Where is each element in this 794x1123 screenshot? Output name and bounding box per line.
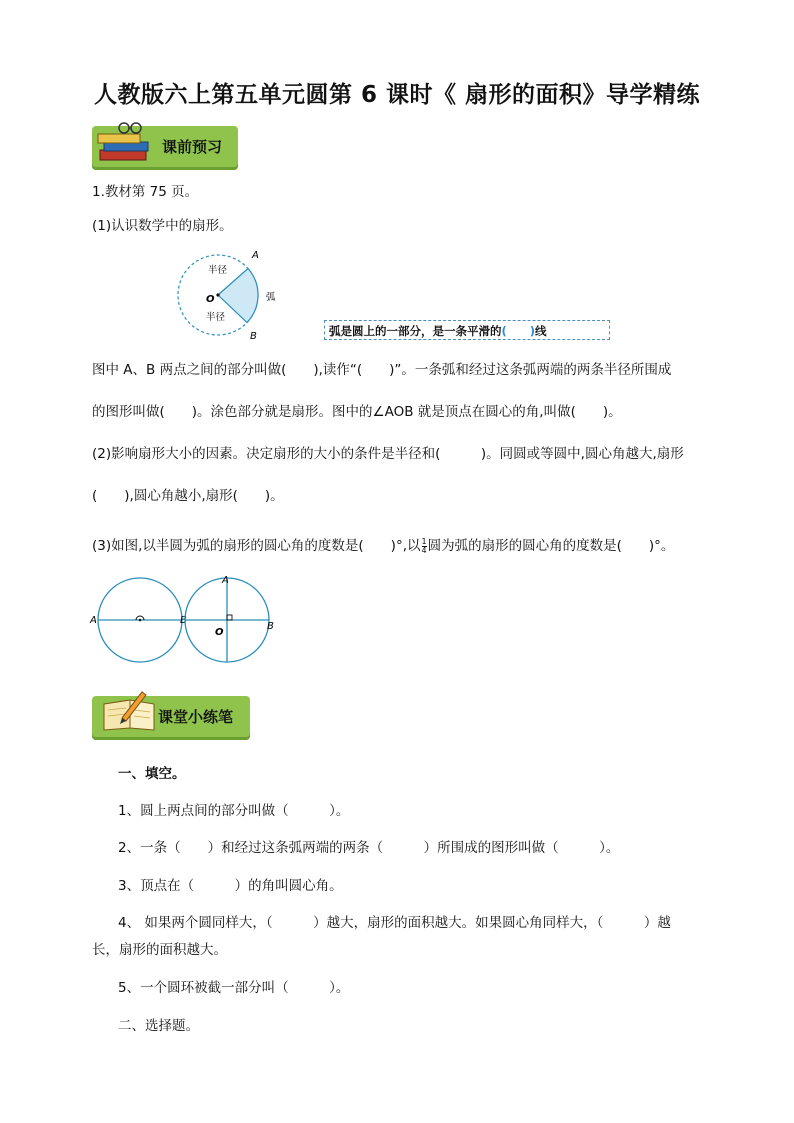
practice-question-1: 1、圆上两点间的部分叫做（ ）。 bbox=[118, 803, 350, 819]
practice-banner-label: 课堂小练笔 bbox=[158, 708, 234, 726]
arc-note-paren: ( ) bbox=[501, 324, 536, 338]
fill-in-section-heading: 一、填空。 bbox=[118, 766, 186, 782]
preview-banner bbox=[92, 126, 238, 170]
preview-paragraph-2: 的图形叫做( )。涂色部分就是扇形。图中的∠AOB 就是顶点在圆心的角,叫做( )。 bbox=[92, 404, 622, 420]
fig1-label-a: A bbox=[252, 250, 259, 261]
fig2-right-label-b: B bbox=[267, 621, 274, 632]
preview-item-1: 1.教材第 75 页。 bbox=[92, 184, 199, 200]
question-3-text-start: (3)如图,以半圆为弧的扇形的圆心角的度数是( )°,以 bbox=[92, 538, 421, 554]
fig1-label-o: O bbox=[206, 294, 215, 305]
circles-figure bbox=[88, 574, 288, 670]
one-quarter-fraction bbox=[422, 538, 427, 555]
arc-note-box bbox=[324, 320, 610, 340]
arc-note-text: 弧是圆上的一部分，是一条平滑的 bbox=[329, 324, 502, 338]
fraction-denominator: 4 bbox=[421, 545, 427, 555]
fig2-left-label-a: A bbox=[90, 615, 97, 626]
preview-question-1: (1)认识数学中的扇形。 bbox=[92, 218, 233, 234]
preview-question-3 bbox=[92, 536, 674, 556]
practice-question-4a: 4、 如果两个圆同样大，（ ）越大，扇形的面积越大。如果圆心角同样大，（ ）越 bbox=[118, 915, 671, 931]
fig1-label-radius-top: 半径 bbox=[208, 265, 228, 276]
practice-question-2: 2、一条（ ）和经过这条弧两端的两条（ ）所围成的图形叫做（ ）。 bbox=[118, 840, 620, 856]
fig1-label-radius-bottom: 半径 bbox=[206, 312, 226, 323]
preview-question-2a: (2)影响扇形大小的因素。决定扇形的大小的条件是半径和( )。同圆或等圆中,圆心角越大,扇形 bbox=[92, 446, 684, 462]
fig1-label-b: B bbox=[250, 331, 257, 342]
choice-section-heading: 二、选择题。 bbox=[118, 1018, 199, 1034]
practice-banner bbox=[92, 696, 250, 740]
fig2-left-label-b: B bbox=[180, 615, 187, 626]
fig2-right-label-a: A bbox=[222, 575, 229, 586]
notebook-pencil-icon bbox=[96, 688, 162, 734]
question-3-text-end: 圆为弧的扇形的圆心角的度数是( )°。 bbox=[427, 538, 675, 554]
preview-question-2b: ( ),圆心角越小,扇形( )。 bbox=[92, 488, 284, 504]
practice-question-4b: 长，扇形的面积越大。 bbox=[92, 942, 227, 958]
fraction-numerator: 1 bbox=[421, 536, 427, 546]
fig1-label-arc: 弧 bbox=[266, 292, 276, 303]
page-title: 人教版六上第五单元圆第 6 课时《 扇形的面积》导学精练 bbox=[93, 82, 701, 108]
preview-paragraph-1: 图中 A、B 两点之间的部分叫做( ),读作“( )”。一条弧和经过这条弧两端的两条半径所围成 bbox=[92, 362, 672, 378]
arc-note-end: 线 bbox=[535, 324, 547, 338]
practice-question-3: 3、顶点在（ ）的角叫圆心角。 bbox=[118, 878, 343, 894]
preview-banner-label: 课前预习 bbox=[162, 138, 223, 156]
books-icon bbox=[94, 120, 160, 166]
sector-figure bbox=[176, 248, 296, 348]
fig2-right-label-o: O bbox=[215, 627, 224, 638]
practice-question-5: 5、一个圆环被截一部分叫（ ）。 bbox=[118, 980, 350, 996]
